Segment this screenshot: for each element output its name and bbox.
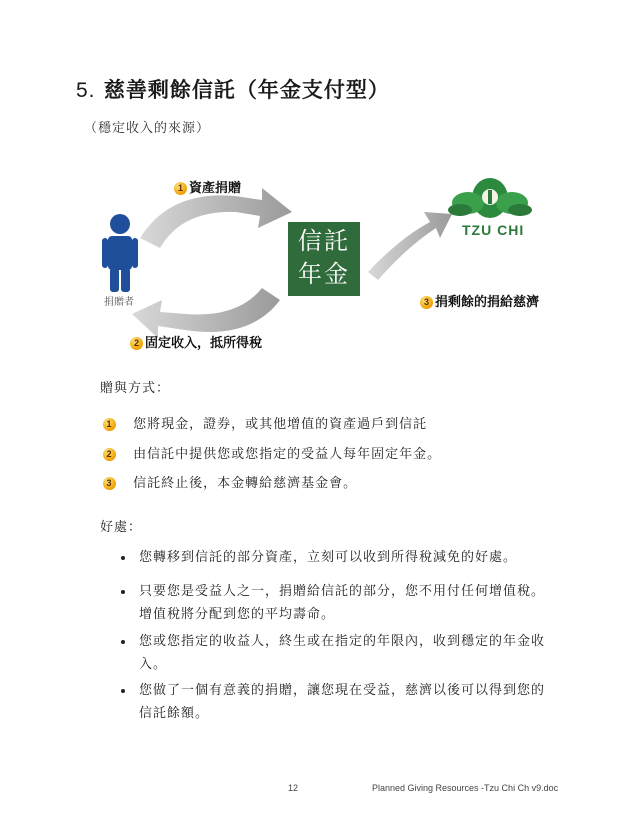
trust-line2: 年金 xyxy=(298,260,350,288)
benefit-item-3-line2: 入。 xyxy=(139,657,168,672)
tzu-chi-logo-text: TZU CHI xyxy=(462,222,525,238)
benefit-item-4-line2: 信託餘額。 xyxy=(139,706,210,721)
bullet-icon xyxy=(121,590,125,594)
tzu-chi-logo-icon xyxy=(448,178,532,218)
number-badge-icon: 3 xyxy=(103,477,116,490)
section-number: 5. xyxy=(76,79,96,102)
step2-badge-icon: 2 xyxy=(130,337,143,350)
arrow-bottom xyxy=(132,288,280,338)
bullet-icon xyxy=(121,689,125,693)
benefit-item-2-line1: 只要您是受益人之一，捐贈給信託的部分，您不用付任何增值稅。 xyxy=(139,584,546,599)
number-badge-icon: 2 xyxy=(103,448,116,461)
step3-label: 3 捐剩餘的捐給慈濟 xyxy=(420,291,539,310)
donor-person-icon xyxy=(102,214,138,292)
diagram-graphics xyxy=(0,0,638,360)
trust-diagram xyxy=(0,0,638,360)
donor-label: 捐贈者 xyxy=(104,297,134,308)
gift-method-item-3: 3 信託終止後，本金轉給慈濟基金會。 xyxy=(103,472,357,491)
page-number: 12 xyxy=(288,783,299,793)
step2-label: 2 固定收入，抵所得稅 xyxy=(130,332,262,351)
gift-method-heading: 贈與方式： xyxy=(100,381,171,396)
arrow-right xyxy=(368,212,452,280)
benefit-item-2-line2: 增值稅將分配到您的平均壽命。 xyxy=(139,607,336,622)
benefit-item-4-line1: 您做了一個有意義的捐贈，讓您現在受益，慈濟以後可以得到您的 xyxy=(139,683,546,698)
document-footer: Planned Giving Resources -Tzu Chi Ch v9.doc xyxy=(372,783,559,793)
step3-badge-icon: 3 xyxy=(420,296,433,309)
section-title: 慈善剩餘信託（年金支付型） xyxy=(103,78,390,102)
benefit-item-1: 您轉移到信託的部分資產，立刻可以收到所得稅減免的好處。 xyxy=(139,550,518,565)
number-badge-icon: 1 xyxy=(103,418,116,431)
trust-line1: 信託 xyxy=(298,227,350,255)
gift-method-item-1: 1 您將現金，證券，或其他增值的資產過戶到信託 xyxy=(103,413,427,432)
subtitle: （穩定收入的來源） xyxy=(84,121,211,136)
bullet-icon xyxy=(121,556,125,560)
arrow-top xyxy=(140,188,292,248)
gift-method-item-2: 2 由信託中提供您或您指定的受益人每年固定年金。 xyxy=(103,443,441,462)
step1-badge-icon: 1 xyxy=(174,182,187,195)
trust-annuity-box xyxy=(288,222,360,296)
benefits-heading: 好處： xyxy=(100,520,143,535)
bullet-icon xyxy=(121,640,125,644)
benefit-item-3-line1: 您或您指定的收益人，終生或在指定的年限內，收到穩定的年金收 xyxy=(139,634,546,649)
step1-label: 1 資產捐贈 xyxy=(174,177,241,196)
